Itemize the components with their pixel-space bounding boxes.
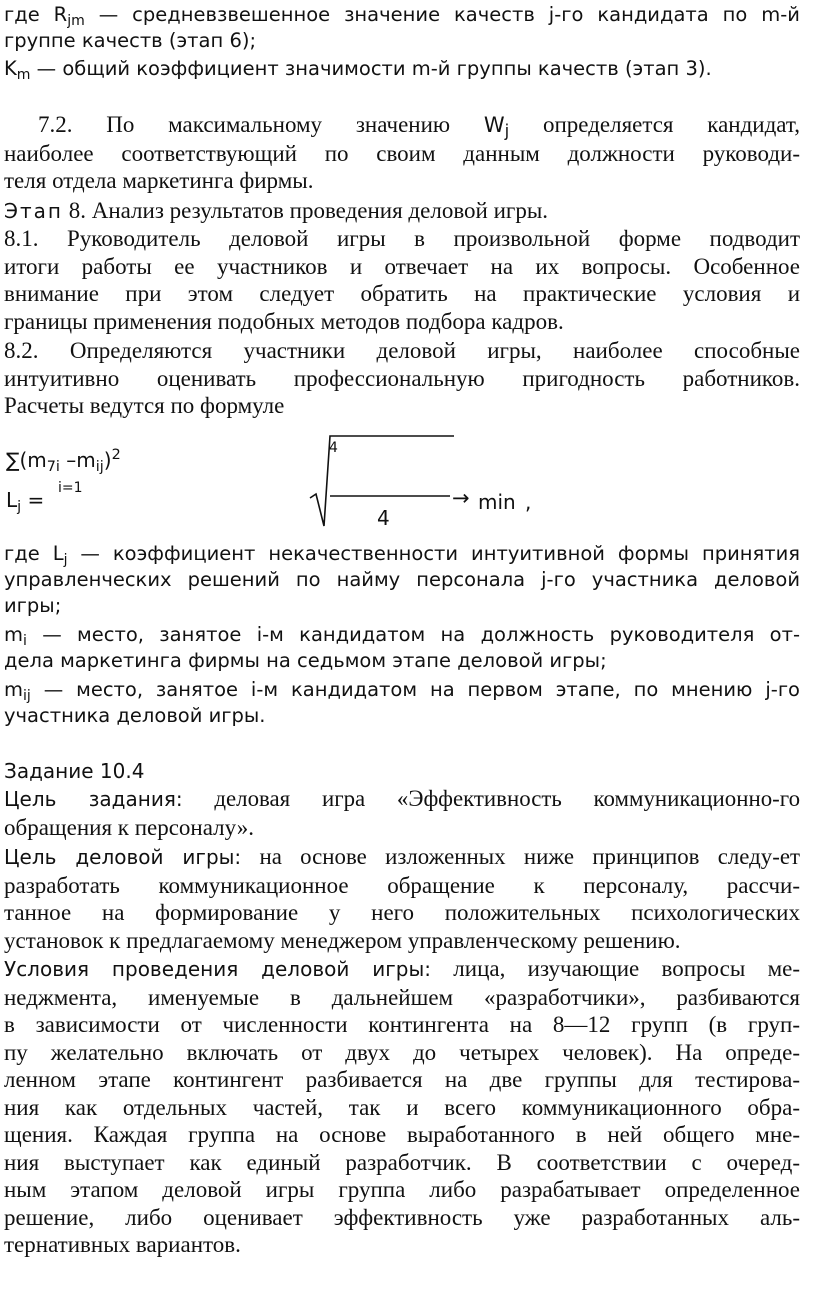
def-mij-line-1: $m_{ij}$ — место, занятое i-м кандидатом на первом этапе, по мнению j-го [4,678,800,704]
p72-line-2: наиболее соответствующий по своим данным должности руководи- [4,140,800,166]
def-mij-line-2: участника деловой игры. [4,704,266,727]
formula-root-index: 4 [329,440,338,456]
def-rjm-line-2: группе качеств (этап 6); [4,29,257,52]
game-goal-label: Цель деловой игры: [4,845,242,869]
paragraph-7-2 [4,111,800,195]
formula-lj [0,430,816,540]
definitions-bottom [4,541,800,729]
stage-8-label: Этап [4,199,63,223]
paragraph-8-1: 8.1. Руководитель деловой игры в произвольной форме подводит итоги работы ее участников и отвечает на их вопросы. Особенное внимание при этом следует обратить на практические условия и границы применения подобных методов подбора кадров. [4,226,800,334]
formula-sum-limit: i=1 [58,480,83,496]
game-goal: Цель деловой игры: на основе изложенных ниже принципов следу-ет разработать коммуникационное обращение к персоналу, рассчи- танное на формирование у него положительных психологических установок к предлагаемому менеджером управленческому решению. [4,844,800,953]
arrow-icon: → [452,486,470,510]
p72-line-3: теля отдела маркетинга фирмы. [4,168,314,193]
formula-denominator: 4 [377,506,390,530]
def-lj-line-2: управленческих решений по найму персонала j-го участника деловой [4,568,800,591]
def-lj-line-1: где $L_j$ — коэффициент некачественности интуитивной формы принятия [4,542,800,568]
formula-sum: $\sum(m_{7i}$ $-m_{ij})^2$ [6,447,121,476]
game-conditions: Условия проведения деловой игры: лица, изучающие вопросы ме- неджмента, именуемые в дальнейшем «разработчики», разбиваются в зависимости от численности контингента на 8—12 групп (в груп- пу желательно включать от двух до четырех человек). На опреде- ленном этапе контингент разбивается на две группы для тестирова- ния как отдельных частей, так и всего коммуникационного обра- щения. Каждая группа на основе выработанного в ней общего мне- ния выступает как единый разработчик. В соответствии с очеред- ным этапом деловой игры группа либо разрабатывает определенное решение, либо оценивает эффективность уже разработанных аль- тернативных вариантов. [4,956,800,1257]
formula-comma: , [525,490,532,514]
goal-label: Цель задания: [4,787,183,811]
def-km-line: $K_m$ — общий коэффициент значимости m-й группы качеств (этап 3). [4,57,712,83]
task-heading: Задание 10.4 [4,759,145,783]
formula-lhs: $L_j$ = [6,488,45,516]
def-mi-line-1: $m_i$ — место, занятое i-м кандидатом на должность руководителя от- [4,623,800,649]
conditions-label: Условия проведения деловой игры: [4,957,431,981]
def-rjm-line-1: где $R_{jm}$ — средневзвешенное значение качеств j-го кандидата по m-й [4,3,800,29]
task-goal: Цель задания: деловая игра «Эффективность коммуникационно-го обращения к персоналу». [4,786,801,840]
def-lj-line-3: игры; [4,594,62,617]
paragraph-8-2: 8.2. Определяются участники деловой игры, наиболее способные интуитивно оценивать профессиональную пригодность работников. Расчеты ведутся по формуле [4,338,800,418]
formula-min: min [478,490,516,514]
p72-line-1: 7.2. По максимальному значению $W_j$ определяется кандидат, [38,112,800,141]
def-mi-line-2: дела маркетинга фирмы на седьмом этапе деловой игры; [4,649,607,672]
stage-8-heading: Этап 8. Анализ результатов проведения деловой игры. [4,198,549,223]
definitions-top [4,2,800,82]
